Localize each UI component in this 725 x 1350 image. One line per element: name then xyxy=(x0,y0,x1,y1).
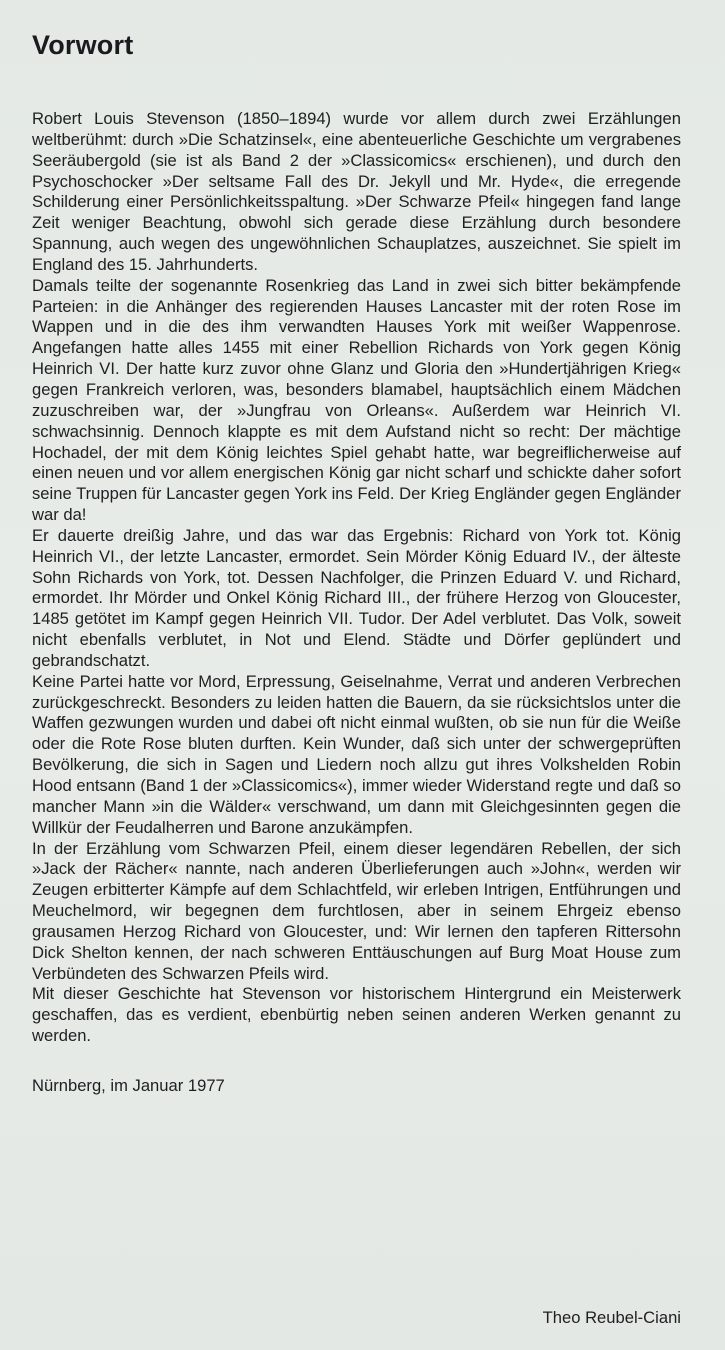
paragraph-1: Robert Louis Stevenson (1850–1894) wurde vor allem durch zwei Erzählungen weltberühmt: durch »Die Schatzinsel«, eine abenteuerliche Geschichte um vergrabenes Seeräubergold (sie ist als Band 2 der »Classicomics« erschienen), und durch den Psychoschocker »Der seltsame Fall des Dr. Jekyll und Mr. Hyde«, die erregende Schilderung einer Persönlichkeitsspaltung. »Der Schwarze Pfeil« hingegen fand lange Zeit weniger Beachtung, obwohl sich gerade diese Erzählung durch besondere Spannung, auch wegen des ungewöhnlichen Schauplatzes, auszeichnet. Sie spielt im England des 15. Jahrhunderts. xyxy=(32,109,681,274)
foreword-body xyxy=(32,109,681,1047)
author-signature: Theo Reubel-Ciani xyxy=(542,1308,681,1327)
paragraph-6: Mit dieser Geschichte hat Stevenson vor historischem Hintergrund ein Meisterwerk geschaffen, das es verdient, ebenbürtig neben seinen anderen Werken genannt zu werden. xyxy=(32,984,681,1046)
place-date: Nürnberg, im Januar 1977 xyxy=(32,1075,225,1095)
paragraph-3: Er dauerte dreißig Jahre, und das war das Ergebnis: Richard von York tot. König Heinrich VI., der letzte Lancaster, ermordet. Sein Mörder König Eduard IV., der älteste Sohn Richards von York, tot. Dessen Nachfolger, die Prinzen Eduard V. und Richard, ermordet. Ihr Mörder und Onkel König Richard III., der frühere Herzog von Gloucester, 1485 getötet im Kampf gegen Heinrich VII. Tudor. Der Adel verblutet. Das Volk, soweit nicht ebenfalls verblutet, in Not und Elend. Städte und Dörfer geplündert und gebrandschatzt. xyxy=(32,525,681,670)
paragraph-2: Damals teilte der sogenannte Rosenkrieg das Land in zwei sich bitter bekämpfende Parteien: in die Anhänger des regierenden Hauses Lancaster mit der roten Rose im Wappen und in die des ihm verwandten Hauses York mit weißer Wappenrose. Angefangen hatte alles 1455 mit einer Rebellion Richards von York gegen König Heinrich VI. Der hatte kurz zuvor ohne Glanz und Gloria den »Hundertjährigen Krieg« gegen Frankreich verloren, was, besonders blamabel, hauptsächlich einem Mädchen zuzuschreiben war, der »Jungfrau von Orleans«. Außerdem war Heinrich VI. schwachsinnig. Dennoch klappte es mit dem Aufstand nicht so recht: Der mächtige Hochadel, der mit dem König leichtes Spiel gehabt hatte, war begreiflicherweise auf einen neuen und vor allem energischen König gar nicht scharf und schickte daher sofort seine Truppen für Lancaster gegen York ins Feld. Der Krieg Engländer gegen Engländer war da! xyxy=(32,275,681,525)
paragraph-4: Keine Partei hatte vor Mord, Erpressung, Geiselnahme, Verrat und anderen Verbrechen zurückgeschreckt. Besonders zu leiden hatten die Bauern, da sie rücksichtslos unter die Waffen gezwungen wurden und dabei oft nicht einmal wußten, ob sie nun für die Weiße oder die Rote Rose bluten durften. Kein Wunder, daß sich unter der schwergeprüften Bevölkerung, die sich in Sagen und Liedern noch allzu gut ihres Volkshelden Robin Hood entsann (Band 1 der »Classicomics«), immer wieder Widerstand regte und daß so mancher Mann »in die Wälder« verschwand, um dann mit Gleichgesinnten gegen die Willkür der Feudalherren und Barone anzukämpfen. xyxy=(32,671,681,837)
page-title: Vorwort xyxy=(32,30,134,60)
paragraph-5: In der Erzählung vom Schwarzen Pfeil, einem dieser legendären Rebellen, der sich »Jack der Rächer« nannte, nach anderen Überlieferungen auch »John«, werden wir Zeugen erbitterter Kämpfe auf dem Schlachtfeld, wir erleben Intrigen, Entführungen und Meuchelmord, wir begegnen dem furchtlosen, aber in seinem Ehrgeiz ebenso grausamen Herzog Richard von Gloucester, und: Wir lernen den tapferen Rittersohn Dick Shelton kennen, der nach schweren Enttäuschungen auf Burg Moat House zum Verbündeten des Schwarzen Pfeils wird. xyxy=(32,838,681,983)
